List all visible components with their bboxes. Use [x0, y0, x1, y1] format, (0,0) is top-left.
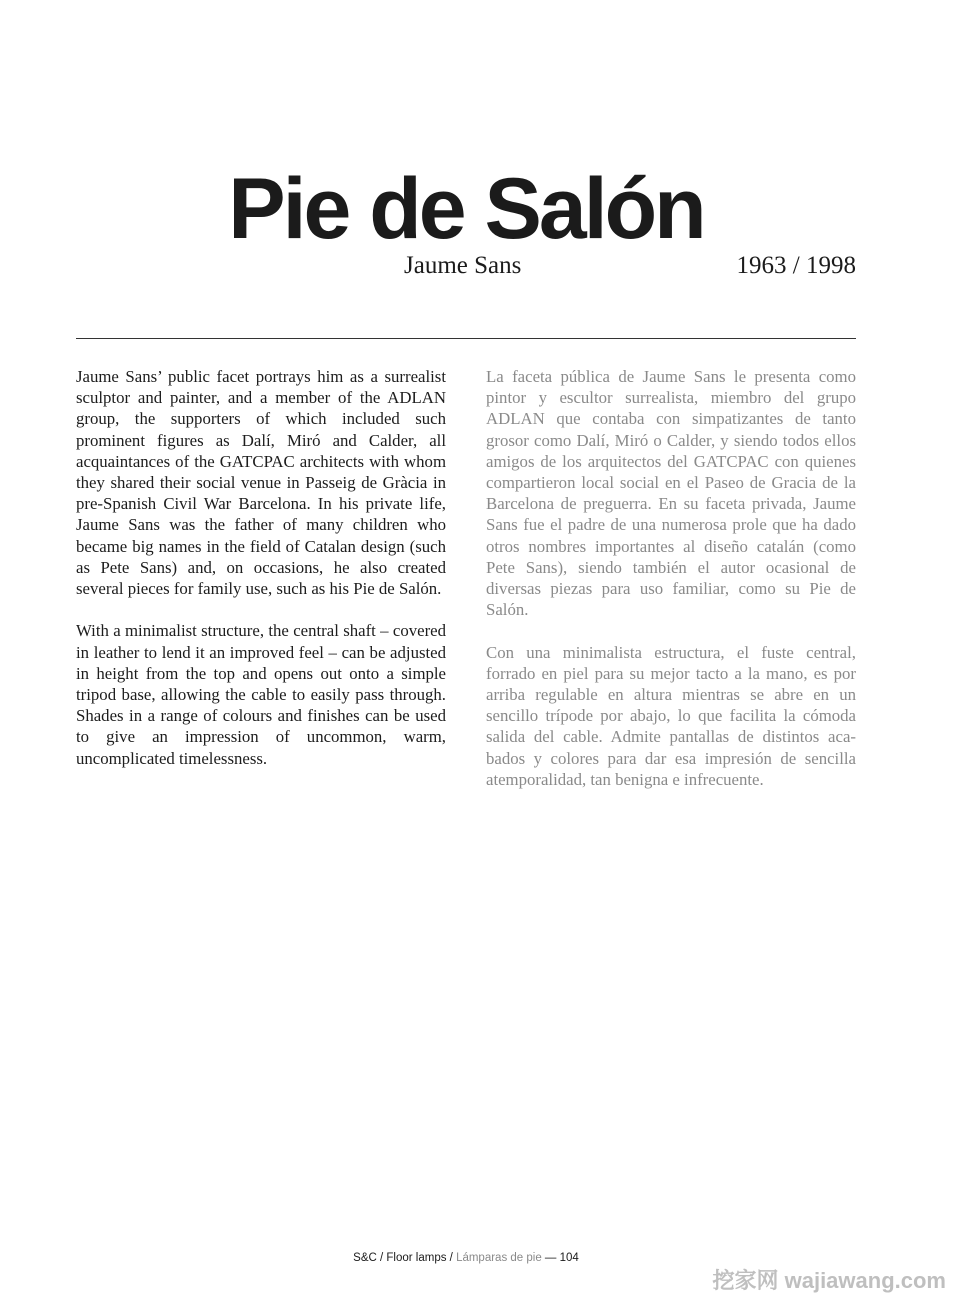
- spanish-paragraph-2: Con una minimalista estructura, el fuste central, forrado en piel para su mejor tacto a la mano, es por arriba regulable en altura mientras se abre en un sencillo trípode por abajo, lo que facilita la cómoda salida del cable. Admite pantallas de distintos acabados y colores para dar esa impresión de sencilla atemporalidad, tan benigna e infrecuente.: [486, 642, 856, 789]
- designer-name: Jaume Sans: [404, 252, 522, 279]
- page-number: — 104: [541, 1252, 579, 1264]
- page-footer: [0, 1252, 932, 1264]
- english-paragraph-1: Jaume Sans’ public facet portrays him as a surrealist sculptor and painter, and a member of the ADLAN group, the supporters of which included such prominent figures as Dalí, Miró and Calder, all acquaintances of the GATCPAC architects with whom they shared their social venue in Passeig de Gràcia in pre-Spanish Civil War Barcelona. In his private life, Jaume Sans was the father of many children who became big names in the field of Catalan design (such as Pete Sans) and, on occasions, he also created several pieces for family use, such as his Pie de Salón.: [76, 367, 446, 599]
- watermark: 挖家网 wajiawang.com: [712, 1268, 946, 1293]
- page-title: Pie de Salón: [228, 160, 704, 257]
- footer-spanish-section: Lámparas de pie: [456, 1252, 542, 1264]
- english-paragraph-2: With a minimalist structure, the central shaft – covered in leather to lend it an improved feel – can be adjusted in height from the top and opens out onto a simple tripod base, allowing the cable to easily pass through. Shades in a range of colours and finishes can be used to give an impression of uncommon, warm, uncomplicated timelessness.: [76, 621, 446, 768]
- footer-section: S&C / Floor lamps /: [353, 1252, 457, 1264]
- header-divider: [76, 338, 856, 339]
- design-years: 1963 / 1998: [736, 252, 856, 279]
- english-text-column: [76, 366, 446, 790]
- spanish-text-column: [486, 366, 856, 811]
- spanish-paragraph-1: La faceta pública de Jaume Sans le presenta como pintor y escultor surrealista, miembro del grupo ADLAN que contaba con simpatizantes de tanto grosor como Dalí, Miró o Calder, y siendo todos ellos amigos de los arquitectos del GATCPAC con quienes compartieron local social en el Paseo de Gracia de la Barcelona de preguerra. En su faceta privada, Jaume Sans fue el padre de una numerosa prole que ha dado otros nombres importantes al diseño catalán (como Pete Sans), siendo también el autor ocasional de diversas piezas para uso familiar, como su Pie de Salón.: [486, 367, 856, 620]
